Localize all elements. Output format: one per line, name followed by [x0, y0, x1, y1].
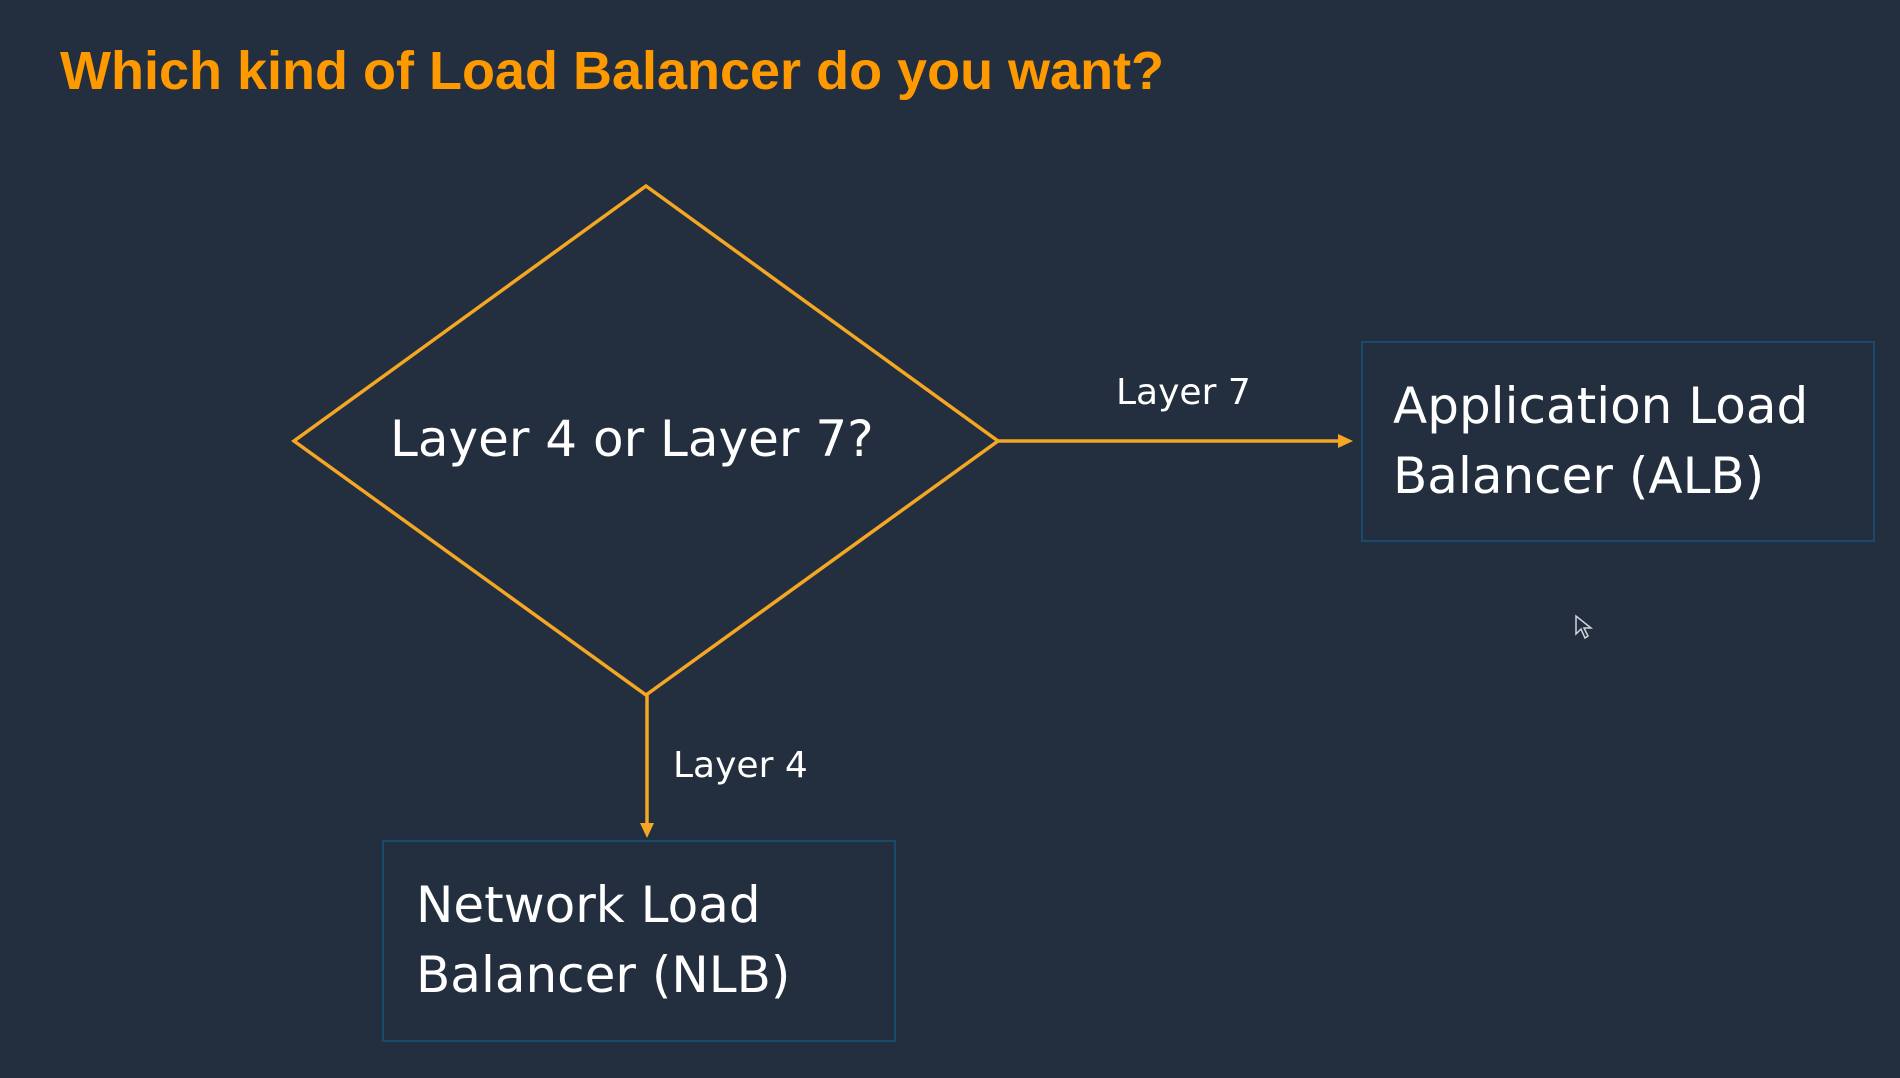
- slide-title: Which kind of Load Balancer do you want?: [60, 41, 1165, 101]
- nlb-line2: Balancer (NLB): [416, 946, 791, 1004]
- alb-line1: Application Load: [1393, 377, 1809, 435]
- edge-label-layer4: Layer 4: [673, 745, 808, 786]
- alb-box: [1361, 341, 1875, 542]
- nlb-line1: Network Load: [416, 876, 761, 934]
- edge-label-layer7: Layer 7: [1116, 372, 1251, 413]
- arrow-layer4-head: [640, 823, 654, 838]
- decision-text: Layer 4 or Layer 7?: [390, 410, 874, 468]
- alb-line2: Balancer (ALB): [1393, 447, 1765, 505]
- mouse-cursor-icon: [1574, 614, 1596, 642]
- nlb-box: [382, 840, 896, 1042]
- arrow-layer7-head: [1338, 434, 1353, 448]
